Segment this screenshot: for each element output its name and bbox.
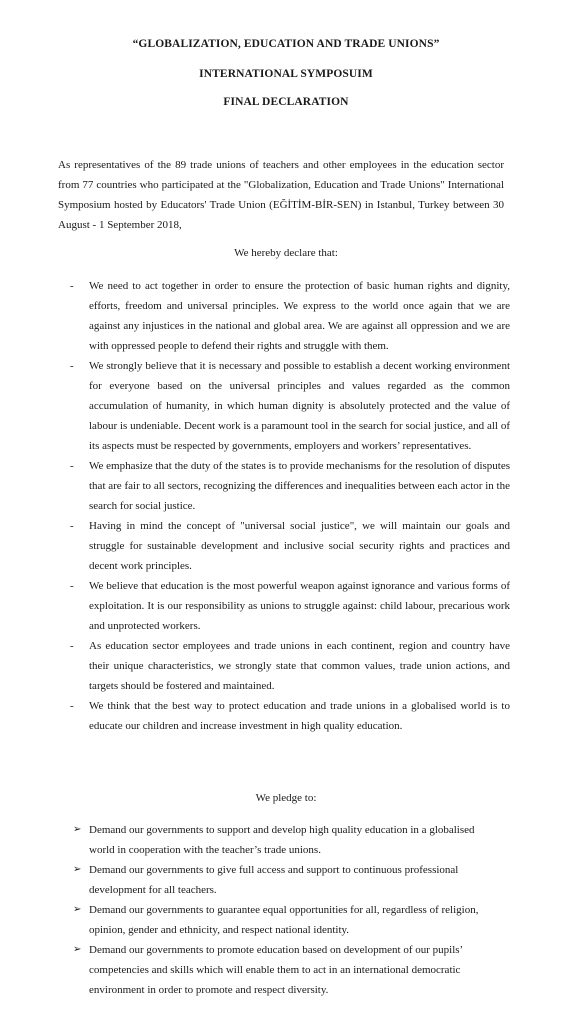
declaration-text: As education sector employees and trade unions in each continent, region and country have their unique characteristics, we strongly state that common values, trade union actions, and targets should be fostered and maintained. — [89, 640, 510, 692]
arrow-bullet-icon: ➢ — [73, 864, 82, 875]
declaration-item — [58, 576, 510, 636]
declaration-item — [58, 696, 510, 736]
pledge-text: Demand our governments to give full access and support to continuous professional development for all teachers. — [89, 864, 459, 896]
pledge-text: Demand our governments to support and develop high quality education in a globalised world in cooperation with the teacher’s trade unions. — [89, 824, 475, 856]
pledge-label: We pledge to: — [255, 792, 317, 804]
declaration-item — [58, 356, 510, 456]
declaration-text: We emphasize that the duty of the states is to provide mechanisms for the resolution of disputes that are fair to all sectors, recognizing the differences and inequalities between each actor in the search for social justice. — [89, 460, 510, 512]
declaration-text: We need to act together in order to ensure the protection of basic human rights and dignity, efforts, freedom and universal principles. We express to the world once again that we are against any injustices in the national and global area. We are against all oppression and we are with oppressed people to defend their rights and struggle with them. — [89, 280, 510, 352]
declaration-text: Having in mind the concept of "universal social justice", we will maintain our goals and struggle for sustainable development and inclusive social security rights and practices and decent work principles. — [89, 520, 510, 572]
pledge-item — [70, 820, 500, 860]
dash-bullet: - — [70, 580, 74, 592]
document-subtitle: INTERNATIONAL SYMPOSUIM — [199, 68, 373, 80]
declaration-text: We think that the best way to protect education and trade unions in a globalised world is to educate our children and increase investment in high quality education. — [89, 700, 510, 732]
arrow-bullet-icon: ➢ — [73, 904, 82, 915]
pledge-text: Demand our governments to promote education based on development of our pupils’ competencies and skills which will enable them to act in an international democratic environment in order to promote and respect diversity. — [89, 944, 463, 996]
declarations-list — [58, 276, 510, 736]
document-heading: FINAL DECLARATION — [223, 96, 349, 108]
pledge-item — [70, 900, 500, 940]
dash-bullet: - — [70, 700, 74, 712]
dash-bullet: - — [70, 280, 74, 292]
arrow-bullet-icon: ➢ — [73, 944, 82, 955]
declaration-text: We believe that education is the most powerful weapon against ignorance and various forms of exploitation. It is our responsibility as unions to struggle against: child labour, precarious work and unprotected workers. — [89, 580, 510, 632]
dash-bullet: - — [70, 520, 74, 532]
dash-bullet: - — [70, 460, 74, 472]
arrow-bullet-icon: ➢ — [73, 824, 82, 835]
declaration-item — [58, 456, 510, 516]
declaration-text: We strongly believe that it is necessary and possible to establish a decent working environment for everyone based on the universal principles and values regarded as the common accumulation of humanity, in which human dignity is absolutely protected and the value of labour is undeniable. Decent work is a paramount tool in the search for social justice, and all of its aspects must be respected by governments, employers and workers’ representatives. — [89, 360, 510, 452]
dash-bullet: - — [70, 360, 74, 372]
declaration-item — [58, 636, 510, 696]
document-title: “GLOBALIZATION, EDUCATION AND TRADE UNIONS” — [132, 38, 440, 50]
dash-bullet: - — [70, 640, 74, 652]
pledge-item — [70, 860, 500, 900]
declaration-item — [58, 516, 510, 576]
intro-paragraph: As representatives of the 89 trade unions of teachers and other employees in the education sector from 77 countries who participated at the "Globalization, Education and Trade Unions" International Symposium hosted by Educators' Trade Union (EĞİTİM-BİR-SEN) in Istanbul, Turkey between 30 August - 1 September 2018, — [58, 159, 504, 231]
declaration-item — [58, 276, 510, 356]
declare-label: We hereby declare that: — [234, 247, 338, 259]
pledges-list — [70, 820, 500, 1000]
pledge-item — [70, 940, 500, 1000]
pledge-text: Demand our governments to guarantee equal opportunities for all, regardless of religion, opinion, gender and ethnicity, and respect national identity. — [89, 904, 479, 936]
